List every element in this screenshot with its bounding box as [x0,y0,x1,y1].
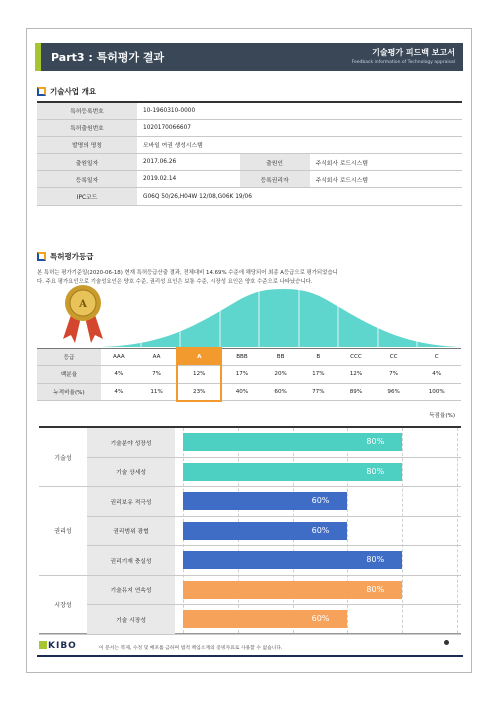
cumulative-row [37,383,461,401]
score-chart [39,426,461,634]
score-bar [183,492,347,510]
score-item-label: 기술분야 성장성 [87,428,175,457]
percent-cell: 17% [299,366,337,384]
cumulative-cell: 40% [221,383,262,401]
table-row [37,119,462,136]
score-bar-value: 80% [366,555,385,565]
score-row [87,458,461,488]
section-title: 특허평가등급 [50,252,94,261]
percent-cell: 4% [101,366,137,384]
score-row [87,428,461,458]
percent-cell: 7% [137,366,178,384]
score-item-label: 기술 시장성 [87,605,175,634]
field-value: 2019.02.14 [137,171,240,188]
field-label: 출원인 [240,154,310,171]
score-bar-value: 80% [366,466,385,476]
table-row [37,171,462,188]
field-value: 주식회사 로드시스템 [310,154,462,171]
grade-medal-icon [63,285,103,343]
percent-cell: 17% [221,366,262,384]
grade-cell: CCC [337,348,375,366]
section-heading-overview [37,86,96,97]
footer-rule [37,655,463,657]
grade-cell: B [299,348,337,366]
percent-cell: 12% [177,366,221,384]
score-bar [183,610,347,628]
field-label: 등록일자 [37,171,137,188]
field-value: 2017.06.26 [137,154,240,171]
score-bar-value: 60% [311,525,330,535]
table-row [37,188,462,205]
field-value: 모바일 여권 생성시스템 [137,136,462,153]
score-item-label: 권리범위 광협 [87,517,175,546]
grade-distribution-curve [37,281,461,347]
report-title: 기술평가 피드백 보고서 [372,48,455,57]
cumulative-cell: 89% [337,383,375,401]
field-label: 발명의 명칭 [37,136,137,153]
score-row [87,487,461,517]
score-bar [183,463,402,481]
bell-curve-area [101,289,461,347]
cumulative-cell: 60% [262,383,300,401]
field-value: 주식회사 로드시스템 [310,171,462,188]
field-label: 특허등록번호 [37,102,137,119]
percent-cell: 4% [412,366,461,384]
score-item-label: 기술 상세성 [87,458,175,487]
logo-text: KIBO [48,641,77,651]
score-bar-value: 60% [311,614,330,624]
field-label: IPC코드 [37,188,137,205]
grade-cell: AAA [101,348,137,366]
field-label: 특허출원번호 [37,119,137,136]
cumulative-cell: 96% [375,383,413,401]
grade-table [37,347,461,402]
page-footer [37,637,463,657]
report-page [26,28,472,673]
section-title: 기술사업 개요 [50,87,97,96]
score-bar [183,522,347,540]
table-row [37,136,462,153]
summary-line: 본 특허는 평가기준일(2020-06-18) 현재 특허등급산출 결과, 전체대비 14.69% 수준에 해당되어 최종 A등급으로 평가되었습니 [37,270,338,276]
field-value: 1020170066607 [137,119,462,136]
score-category-label: 시장성 [39,576,87,635]
cumulative-cell: 100% [412,383,461,401]
cumulative-cell: 23% [177,383,221,401]
score-bar [183,581,402,599]
page-header [35,43,463,71]
grade-cell: CC [375,348,413,366]
section-square-icon [37,87,46,96]
table-row [37,102,462,119]
grade-cell-highlighted: A [177,348,221,366]
score-item-label: 기술유지 연속성 [87,576,175,605]
field-value: 10-1960310-0000 [137,102,462,119]
percent-cell: 20% [262,366,300,384]
score-bar-value: 80% [366,584,385,594]
field-label: 출원일자 [37,154,137,171]
table-row [37,154,462,171]
percent-cell: 12% [337,366,375,384]
section-square-icon [37,252,46,261]
pin-icon [444,640,449,645]
score-item-label: 권리보유 적극성 [87,487,175,516]
field-value: G06Q 50/26,H04W 12/08,G06K 19/06 [137,188,462,205]
score-row [87,546,461,576]
percent-row [37,366,461,384]
page-title: Part3 : 특허평가 결과 [51,51,165,64]
grade-cell: C [412,348,461,366]
cumulative-cell: 77% [299,383,337,401]
grade-cell: BBB [221,348,262,366]
score-row [87,576,461,606]
field-label: 등록권리자 [240,171,310,188]
score-item-label: 권리기재 충실성 [87,546,175,575]
score-bar-value: 80% [366,437,385,447]
footer-notice: 이 문서는 복제, 수정 및 배포를 금하며 법적 책임소재의 증빙자료로 사용할 수 없습니다. [99,646,283,651]
percent-cell: 7% [375,366,413,384]
row-header: 누적비율(%) [37,383,101,401]
score-category-label: 권리성 [39,487,87,576]
row-header: 등급 [37,348,101,366]
section-heading-grade [37,251,93,262]
header-accent [35,43,41,71]
row-header: 백분율 [37,366,101,384]
medal-grade-text: A [79,299,87,310]
overview-table [37,101,462,206]
cumulative-cell: 4% [101,383,137,401]
report-subtitle: Feedback information of Technology appraisal [351,60,455,65]
grade-row [37,348,461,366]
score-row [87,605,461,635]
grade-cell: BB [262,348,300,366]
score-bar-value: 60% [311,496,330,506]
logo-mark-icon [39,641,47,649]
score-bar [183,433,402,451]
summary-line: 다. 주요 평가요인으로 기술성요인은 양호 수준, 권리성 요인은 보통 수준, 시장성 요인은 양호 수준으로 나타났습니다. [37,279,313,285]
score-bar [183,551,402,569]
kibo-logo [39,641,77,651]
grade-cell: AA [137,348,178,366]
score-row [87,517,461,547]
score-category-label: 기술성 [39,428,87,487]
score-unit-label: 득점율(%) [429,413,455,419]
cumulative-cell: 11% [137,383,178,401]
